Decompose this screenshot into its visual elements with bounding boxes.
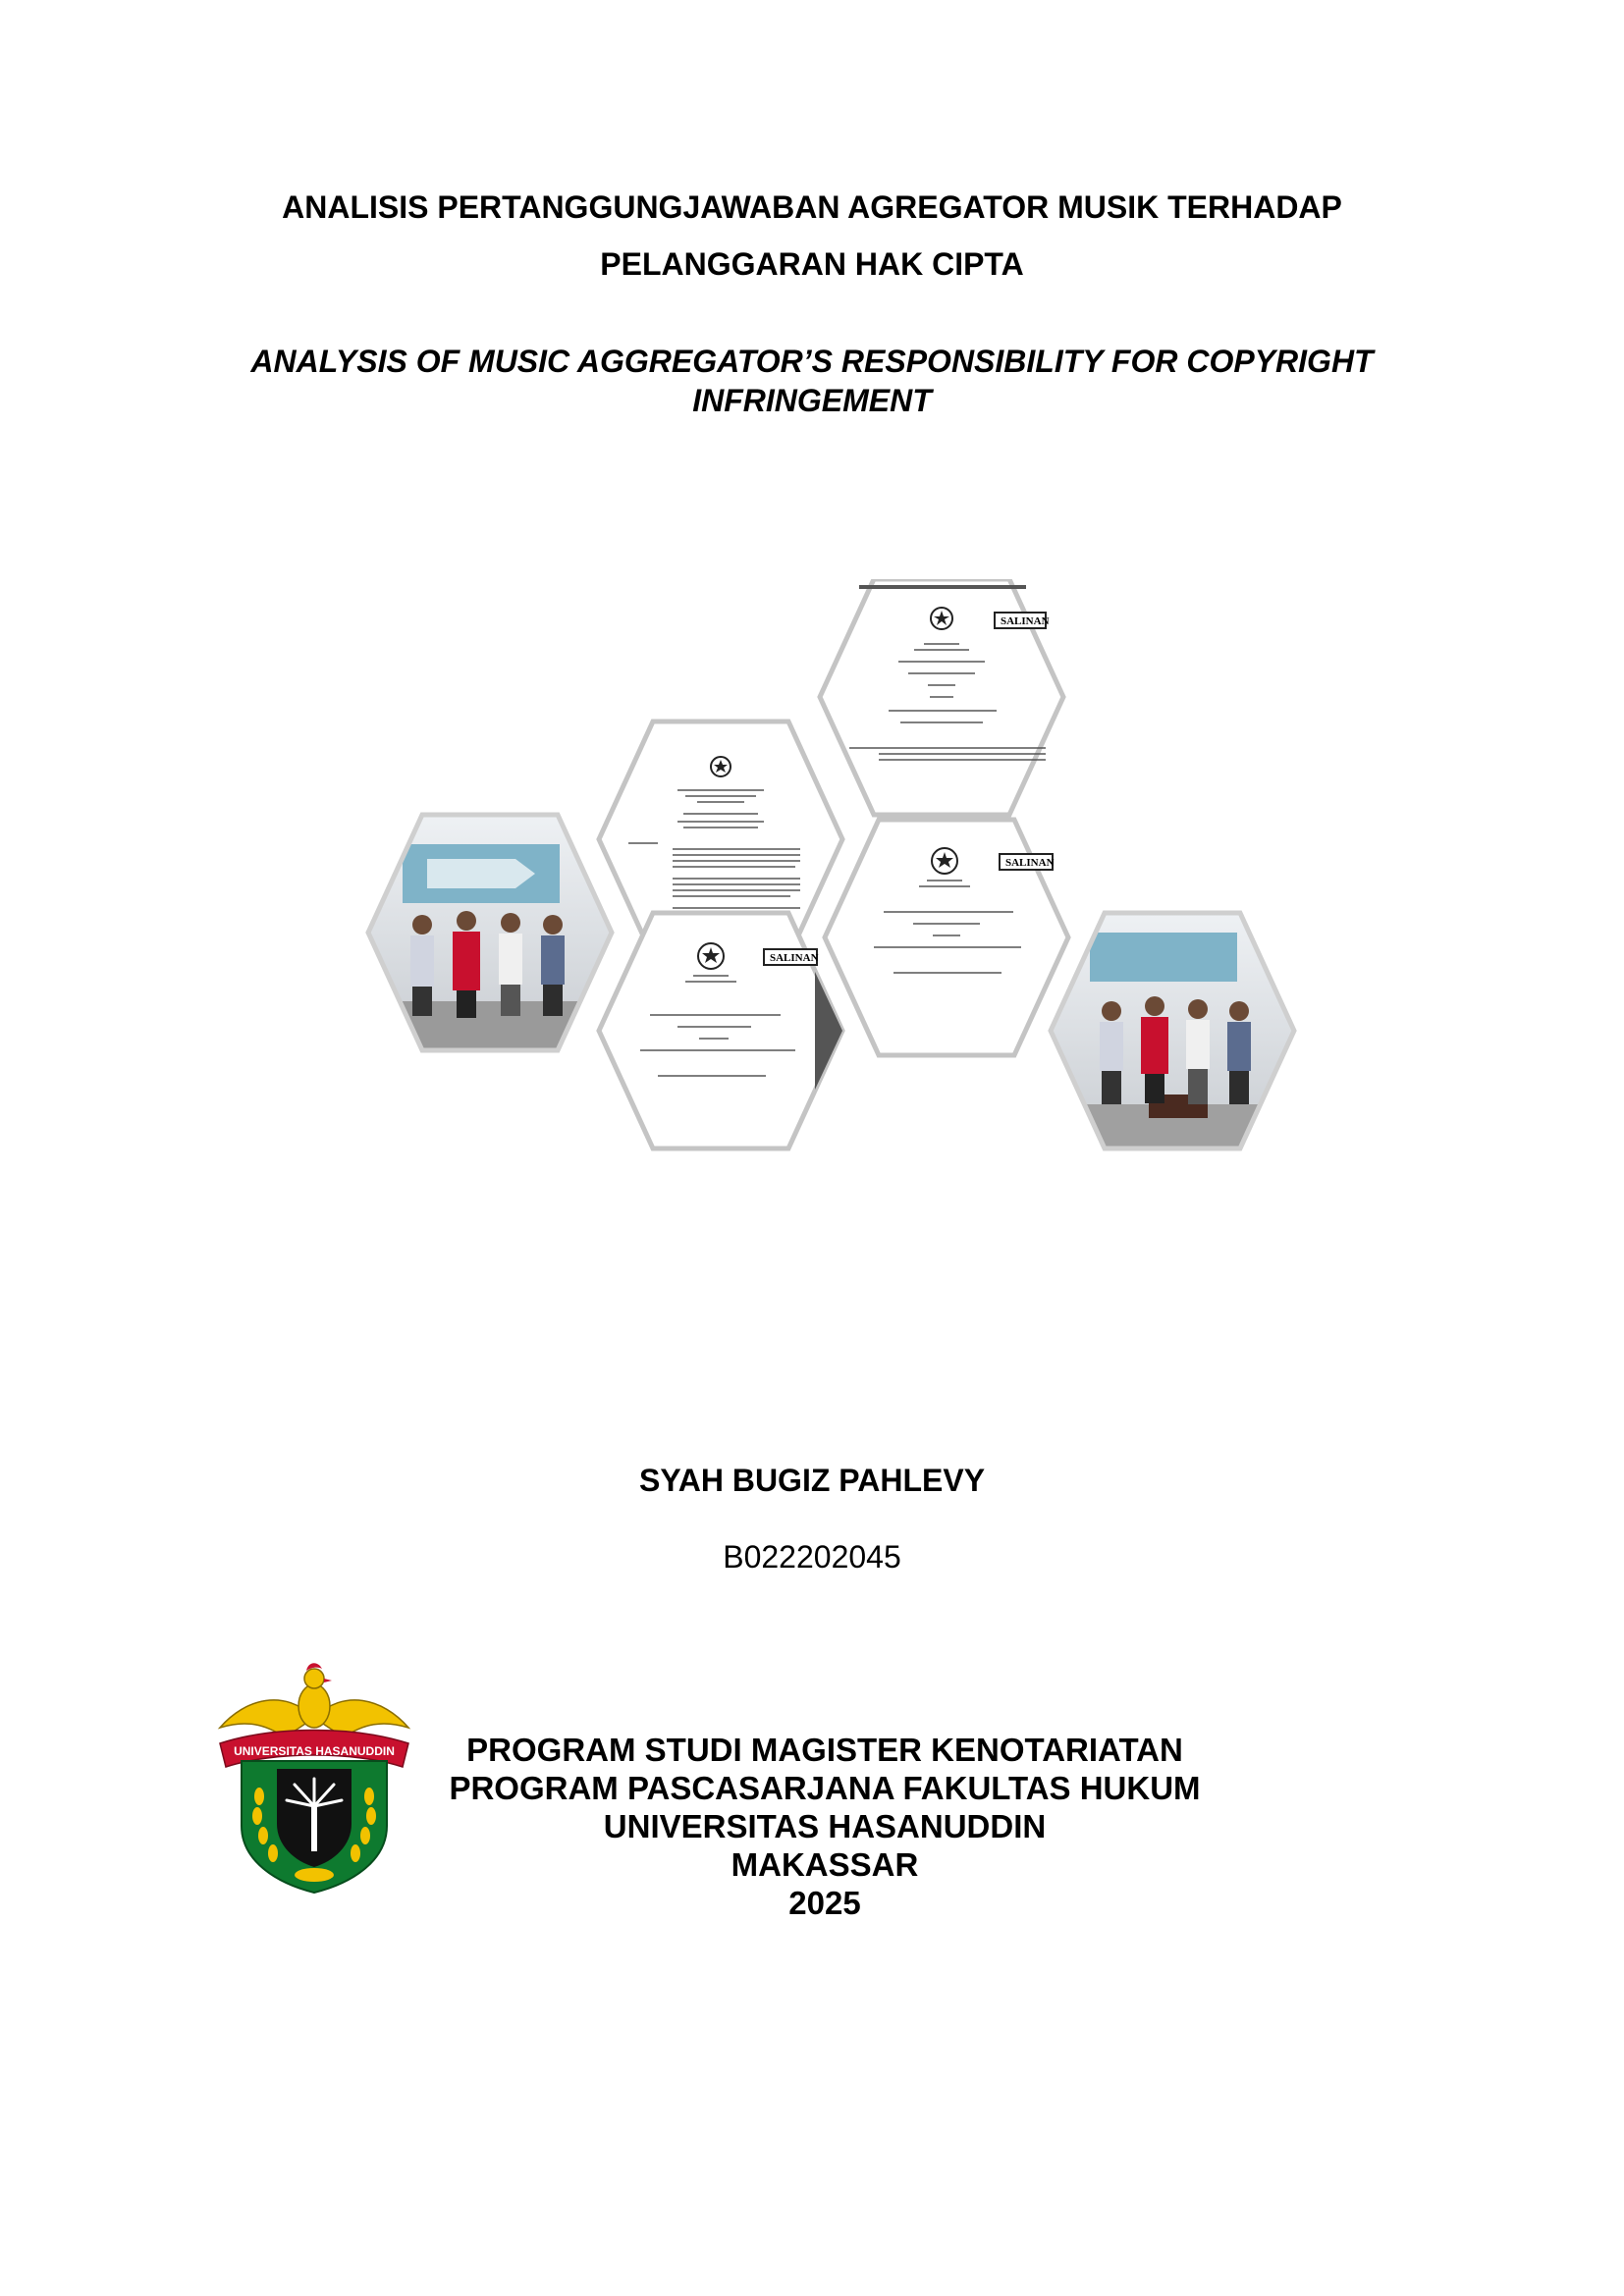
- hex-document-lower-middle: [599, 913, 842, 1148]
- student-id: B022202045: [723, 1539, 901, 1575]
- university-logo: [216, 1659, 412, 1895]
- title-en-line-2: INFRINGEMENT: [692, 383, 932, 418]
- title-id-line-2: PELANGGARAN HAK CIPTA: [600, 246, 1024, 282]
- title-en-line-1: ANALYSIS OF MUSIC AGGREGATOR’S RESPONSIBILITY FOR COPYRIGHT: [250, 344, 1374, 379]
- hexagon-collage: [363, 579, 1335, 1178]
- title-id-line-1: ANALISIS PERTANGGUNGJAWABAN AGREGATOR MUSIK TERHADAP: [282, 189, 1342, 225]
- institution-block: [422, 1731, 1227, 1922]
- salinan-label: SALINAN: [1005, 857, 1055, 869]
- logo-banner-text: UNIVERSITAS HASANUDDIN: [234, 1744, 395, 1758]
- city: MAKASSAR: [731, 1846, 919, 1883]
- author-name: SYAH BUGIZ PAHLEVY: [638, 1463, 986, 1498]
- title-english: [196, 342, 1428, 420]
- year: 2025: [788, 1885, 861, 1921]
- hex-document-right-middle: [825, 820, 1068, 1055]
- hex-photo-right: [1051, 913, 1294, 1148]
- hex-photo-left: [368, 815, 612, 1050]
- rooster-icon: [298, 1663, 332, 1728]
- hex-document-top-right: [820, 579, 1063, 815]
- graduate-program: PROGRAM PASCASARJANA FAKULTAS HUKUM: [449, 1770, 1201, 1806]
- salinan-label: SALINAN: [770, 952, 819, 964]
- university-name: UNIVERSITAS HASANUDDIN: [603, 1808, 1047, 1844]
- title-indonesian: [245, 179, 1379, 293]
- program-study: PROGRAM STUDI MAGISTER KENOTARIATAN: [466, 1732, 1183, 1768]
- salinan-label-cut: SALINAN: [1001, 615, 1050, 627]
